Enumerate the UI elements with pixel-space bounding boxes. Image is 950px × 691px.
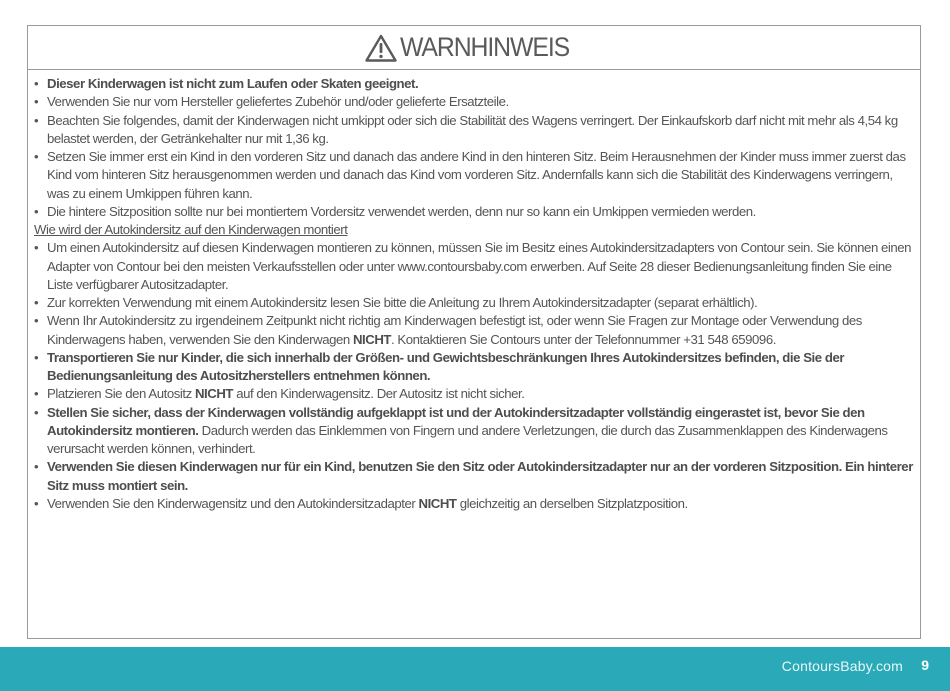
page-number: 9 [921, 657, 929, 673]
warning-item [34, 294, 916, 312]
warning-item [34, 93, 916, 111]
page-footer [0, 647, 950, 691]
item-text: Verwenden Sie nur vom Hersteller geliefertes Zubehör und/oder gelieferte Ersatzteile. [47, 94, 509, 110]
warning-item [34, 312, 916, 349]
bold-text: Verwenden Sie diesen Kinderwagen nur für ein Kind, benutzen Sie den Sitz oder Autokindersitzadapter nur an der vorderen Sitzposition. Ein hinterer Sitz muss montiert sein. [47, 459, 913, 493]
item-text: gleichzeitig an derselben Sitzplatzposition. [456, 495, 688, 511]
bullet-point: • [34, 112, 39, 128]
item-text: Wie wird der Autokindersitz auf den Kinderwagen montiert [34, 222, 348, 237]
item-text: Dadurch werden das Einklemmen von Fingern und andere Verletzungen, die durch das Zusammenklappen des Kinderwagens verursacht werden können, verhindert. [47, 422, 888, 456]
item-text: Platzieren Sie den Autositz [47, 386, 195, 402]
bold-text: NICHT [194, 386, 233, 402]
item-text: Zur korrekten Verwendung mit einem Autokindersitz lesen Sie bitte die Anleitung zu Ihrem Autokindersitzadapter (separat erhältlich). [47, 295, 758, 310]
bullet-point: • [34, 386, 39, 402]
warning-item [34, 404, 916, 459]
bold-text: NICHT [418, 495, 457, 511]
item-text: auf den Kinderwagensitz. Der Autositz ist nicht sicher. [233, 386, 525, 402]
warning-item [34, 112, 916, 149]
bullet-point: • [34, 94, 39, 110]
bold-text: Dieser Kinderwagen ist nicht zum Laufen oder Skaten geeignet. [47, 76, 419, 91]
bullet-point: • [34, 203, 39, 219]
item-text: . Kontaktieren Sie Contours unter der Telefonnummer +31 548 659096. [391, 331, 776, 347]
item-text: Die hintere Sitzposition sollte nur bei montiertem Vordersitz verwendet werden, denn nur so kann ein Umkippen vermieden werden. [47, 203, 756, 219]
warning-item [34, 495, 916, 513]
warning-box [27, 25, 921, 639]
bullet-point: • [34, 459, 39, 475]
bullet-point: • [34, 349, 39, 365]
warning-item [34, 349, 916, 386]
warning-item [34, 148, 916, 203]
warning-item [34, 75, 916, 93]
item-text: Setzen Sie immer erst ein Kind in den vorderen Sitz und danach das andere Kind in den hinteren Sitz. Beim Herausnehmen der Kinder muss immer zuerst das Kind vom hinteren Sitz herausgenommen werden und danach das Kind vom vorderen Sitz. Andernfalls kann sich die Stabilität des Kinderwagens verringern, was zu einem Umkippen führen kann. [47, 149, 906, 201]
bullet-point: • [34, 295, 39, 310]
warning-list [28, 70, 920, 513]
warning-title: WARNHINWEIS [399, 32, 569, 62]
item-text: Um einen Autokindersitz auf diesen Kinderwagen montieren zu können, müssen Sie im Besitz eines Autokindersitzadapters von Contour sein. Sie können einen Adapter von Contour bei den meisten Verkaufsstellen oder unter www.contoursbaby.com erwerben. Auf Seite 28 dieser Bedienungsanleitung finden Sie eine Liste verfügbarer Autositzadapter. [47, 240, 912, 292]
bullet-point: • [34, 313, 39, 329]
warning-item [34, 385, 916, 403]
warning-item [34, 458, 916, 495]
bullet-point: • [34, 404, 39, 420]
warning-title-group [365, 32, 584, 63]
bullet-point: • [34, 240, 39, 256]
bold-text: Transportieren Sie nur Kinder, die sich innerhalb der Größen- und Gewichtsbeschränkungen Ihres Autokindersitzes befinden, die Sie der Bedienungsanleitung des Autositzherstellers entnehmen können. [47, 349, 845, 383]
footer-website: ContoursBaby.com [781, 658, 903, 674]
item-text: Wenn Ihr Autokindersitz zu irgendeinem Zeitpunkt nicht richtig am Kinderwagen befestigt ist, oder wenn Sie Fragen zur Montage oder Verwendung des Kinderwagens haben, verwenden Sie den Kinderwagen [47, 313, 862, 347]
bullet-point: • [34, 495, 39, 511]
warning-header [28, 26, 920, 70]
warning-item [34, 239, 916, 294]
bullet-point: • [34, 149, 39, 164]
item-text: Verwenden Sie den Kinderwagensitz und den Autokindersitzadapter [47, 495, 419, 511]
warning-item [34, 203, 916, 221]
item-text: Beachten Sie folgendes, damit der Kinderwagen nicht umkippt oder sich die Stabilität des Wagens verringert. Der Einkaufskorb darf nicht mit mehr als 4,54 kg belastet werden, der Getränkehalter nur mit 1,36 kg. [47, 112, 898, 146]
bold-text: Stellen Sie sicher, dass der Kinderwagen vollständig aufgeklappt ist und der Autokindersitzadapter vollständig eingerastet ist, bevor Sie den Autokindersitz montieren. [47, 404, 865, 438]
section-heading [34, 221, 916, 239]
bold-text: NICHT [352, 331, 391, 347]
warning-triangle-icon [365, 34, 397, 62]
bullet-point: • [34, 76, 39, 91]
